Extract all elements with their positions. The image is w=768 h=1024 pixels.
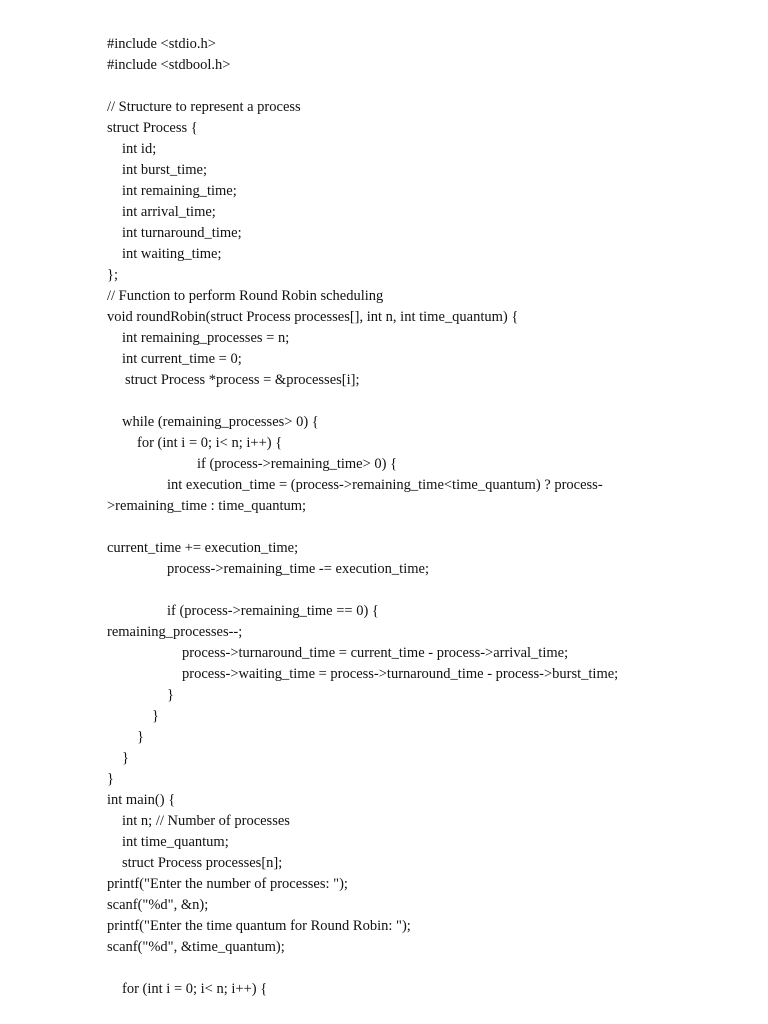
code-line: void roundRobin(struct Process processes[], int n, int time_quantum) { xyxy=(107,309,519,325)
code-line: int turnaround_time; xyxy=(122,225,242,241)
code-line: process->turnaround_time = current_time - process->arrival_time; xyxy=(182,645,569,661)
code-line: if (process->remaining_time> 0) { xyxy=(197,456,398,472)
code-line: int waiting_time; xyxy=(122,246,222,262)
code-line: // Function to perform Round Robin scheduling xyxy=(107,288,384,304)
code-line: int arrival_time; xyxy=(122,204,216,220)
code-line: for (int i = 0; i< n; i++) { xyxy=(122,981,268,997)
code-line: printf("Enter the time quantum for Round Robin: "); xyxy=(107,918,411,934)
code-line: }; xyxy=(107,267,118,283)
code-line: scanf("%d", &time_quantum); xyxy=(107,939,285,955)
code-line: int n; // Number of processes xyxy=(122,813,290,829)
code-line: struct Process *process = &processes[i]; xyxy=(125,372,360,388)
code-line: int execution_time = (process->remaining_time<time_quantum) ? process- xyxy=(167,477,603,493)
code-line: struct Process { xyxy=(107,120,198,136)
code-line: process->remaining_time -= execution_time; xyxy=(167,561,429,577)
code-line: process->waiting_time = process->turnaround_time - process->burst_time; xyxy=(182,666,619,682)
code-line: int remaining_time; xyxy=(122,183,237,199)
code-line: } xyxy=(167,687,174,703)
code-line: if (process->remaining_time == 0) { xyxy=(167,603,379,619)
code-line: remaining_processes--; xyxy=(107,624,243,640)
code-line: // Structure to represent a process xyxy=(107,99,301,115)
code-line: } xyxy=(122,750,129,766)
code-line: struct Process processes[n]; xyxy=(122,855,283,871)
code-line: printf("Enter the number of processes: "); xyxy=(107,876,348,892)
code-line: int time_quantum; xyxy=(122,834,229,850)
code-line: scanf("%d", &n); xyxy=(107,897,209,913)
code-line: int burst_time; xyxy=(122,162,207,178)
code-line: int id; xyxy=(122,141,157,157)
code-line: for (int i = 0; i< n; i++) { xyxy=(137,435,283,451)
code-line: while (remaining_processes> 0) { xyxy=(122,414,319,430)
code-line: } xyxy=(152,708,159,724)
code-line: } xyxy=(107,771,114,787)
code-line: int main() { xyxy=(107,792,176,808)
code-line: #include <stdbool.h> xyxy=(107,57,231,73)
code-line: int current_time = 0; xyxy=(122,351,242,367)
code-line: >remaining_time : time_quantum; xyxy=(107,498,307,514)
code-line: current_time += execution_time; xyxy=(107,540,299,556)
code-line: } xyxy=(137,729,144,745)
code-line: #include <stdio.h> xyxy=(107,36,216,52)
code-line: int remaining_processes = n; xyxy=(122,330,290,346)
